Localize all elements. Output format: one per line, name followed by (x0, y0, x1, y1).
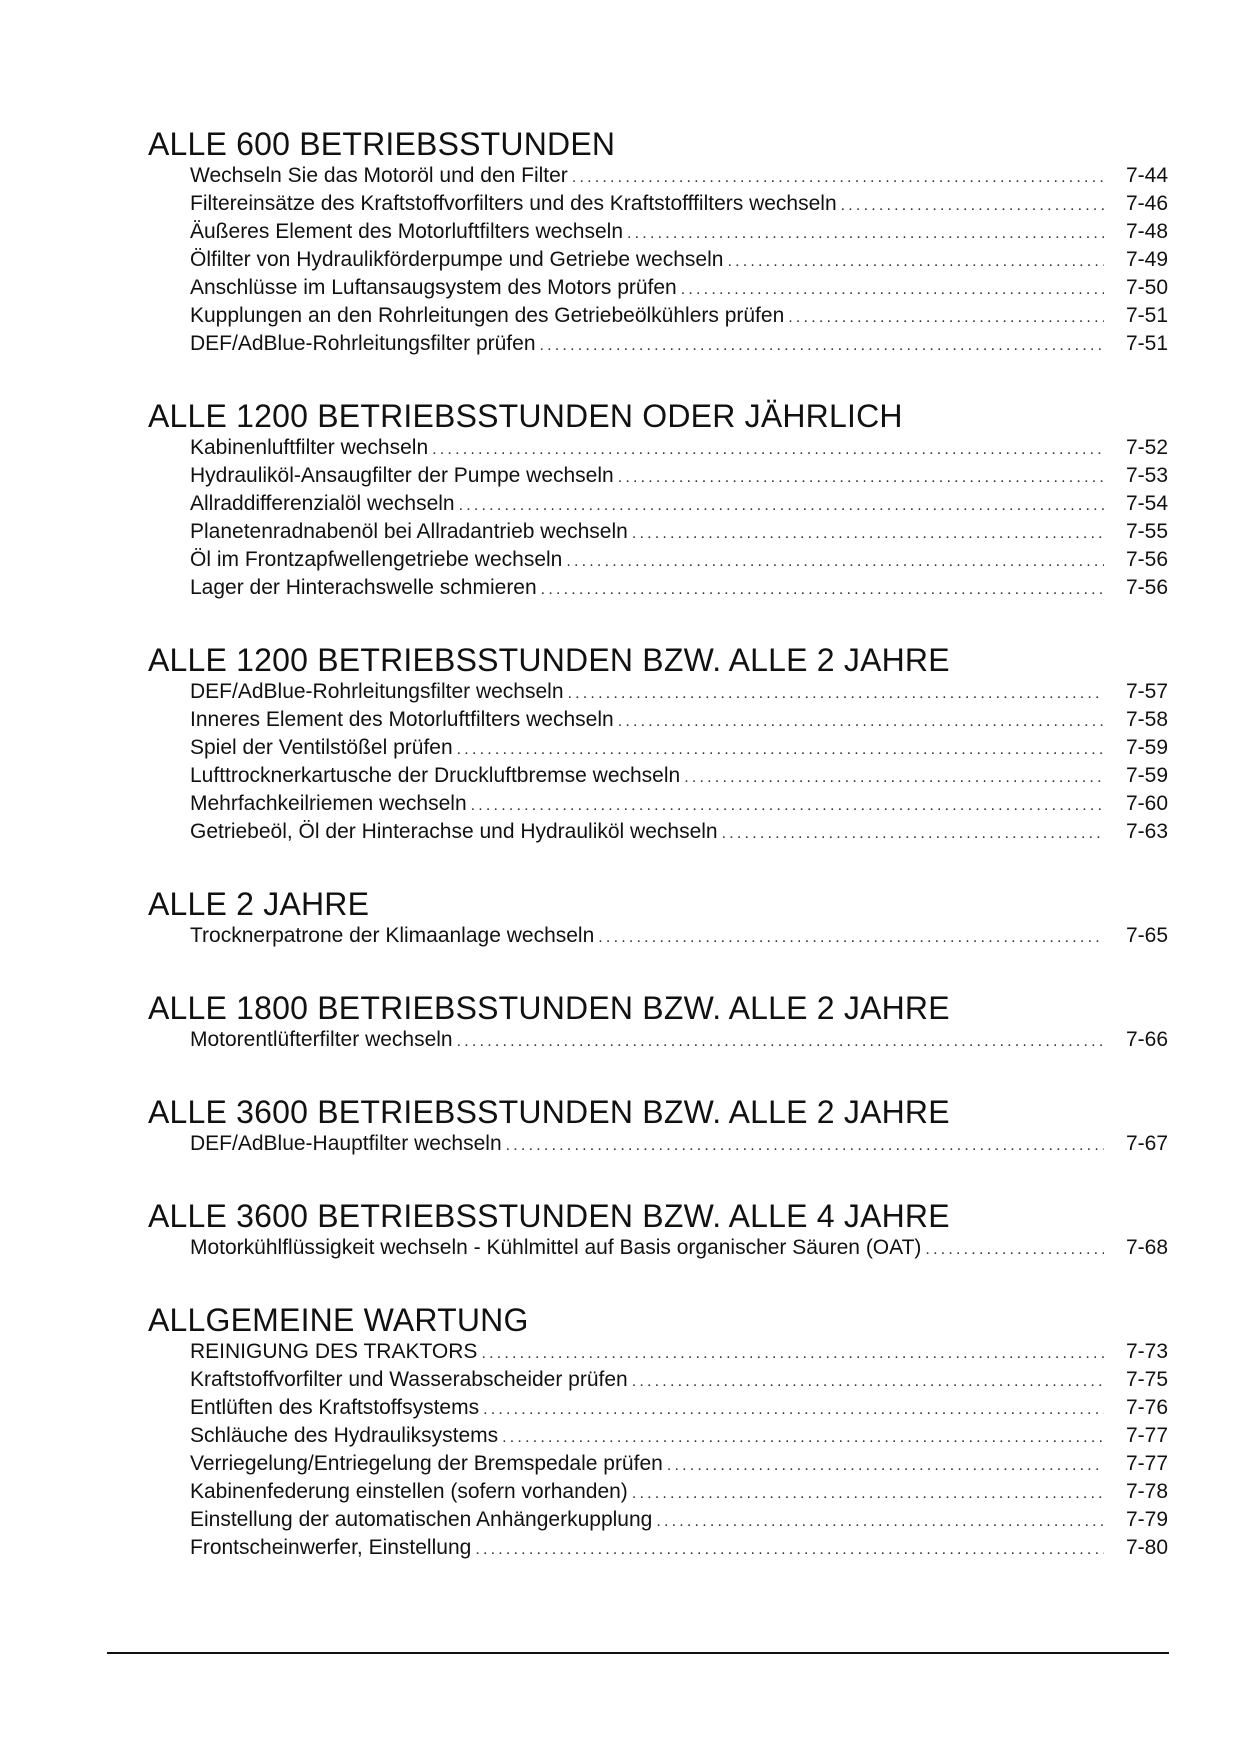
toc-entry[interactable] (190, 1422, 1168, 1450)
section-title: ALLE 1800 BETRIEBSSTUNDEN BZW. ALLE 2 JAHRE (148, 990, 950, 1026)
entry-page-number: 7-46 (1125, 192, 1168, 215)
entry-label: Motorkühlflüssigkeit wechseln - Kühlmittel auf Basis organischer Säuren (OAT) (190, 1236, 922, 1259)
toc-entry[interactable] (190, 762, 1168, 790)
entry-list (148, 678, 1168, 846)
toc-entry[interactable] (190, 1450, 1168, 1478)
entry-list (148, 922, 1168, 950)
toc-entry[interactable] (190, 490, 1168, 518)
dot-leader (572, 164, 1104, 192)
section-title: ALLE 600 BETRIEBSSTUNDEN (148, 126, 616, 162)
toc-entry[interactable] (190, 434, 1168, 462)
entry-label: Anschlüsse im Luftansaugsystem des Motors prüfen (190, 276, 677, 299)
toc-entry[interactable] (190, 1478, 1168, 1506)
entry-page-number: 7-68 (1125, 1236, 1168, 1259)
toc-entry[interactable] (190, 546, 1168, 574)
section-title: ALLE 2 JAHRE (148, 886, 370, 922)
entry-page-number: 7-55 (1125, 520, 1168, 543)
dot-leader (788, 304, 1104, 332)
dot-leader (925, 1236, 1104, 1264)
entry-page-number: 7-76 (1125, 1396, 1168, 1419)
toc-section (148, 398, 1168, 602)
entry-page-number: 7-59 (1125, 736, 1168, 759)
dot-leader (481, 1340, 1104, 1368)
entry-label: Getriebeöl, Öl der Hinterachse und Hydrauliköl wechseln (190, 820, 718, 843)
entry-label: Wechseln Sie das Motoröl und den Filter (190, 164, 568, 187)
entry-label: Einstellung der automatischen Anhängerkupplung (190, 1508, 653, 1531)
toc-entry[interactable] (190, 1366, 1168, 1394)
dot-leader (471, 792, 1104, 820)
toc-entry[interactable] (190, 1338, 1168, 1366)
dot-leader (566, 548, 1104, 576)
entry-page-number: 7-66 (1125, 1028, 1168, 1051)
entry-label: Mehrfachkeilriemen wechseln (190, 792, 467, 815)
dot-leader (457, 1028, 1104, 1056)
entry-page-number: 7-51 (1125, 332, 1168, 355)
dot-leader (632, 1480, 1104, 1508)
entry-label: Spiel der Ventilstößel prüfen (190, 736, 453, 759)
entry-list (148, 1026, 1168, 1054)
toc-section (148, 1094, 1168, 1158)
toc-entry[interactable] (190, 706, 1168, 734)
dot-leader (656, 1508, 1104, 1536)
entry-list (148, 434, 1168, 602)
toc-section (148, 1198, 1168, 1262)
entry-label: Kabinenluftfilter wechseln (190, 436, 429, 459)
toc-entry[interactable] (190, 1234, 1168, 1262)
toc-section (148, 1302, 1168, 1562)
entry-page-number: 7-63 (1125, 820, 1168, 843)
entry-label: Inneres Element des Motorluftfilters wechseln (190, 708, 614, 731)
entry-label: Hydrauliköl-Ansaugfilter der Pumpe wechseln (190, 464, 614, 487)
toc-entry[interactable] (190, 1394, 1168, 1422)
entry-label: Äußeres Element des Motorluftfilters wechseln (190, 220, 624, 243)
entry-label: Trocknerpatrone der Klimaanlage wechseln (190, 924, 595, 947)
toc-entry[interactable] (190, 734, 1168, 762)
entry-page-number: 7-78 (1125, 1480, 1168, 1503)
entry-label: Allraddifferenzialöl wechseln (190, 492, 455, 515)
table-of-contents (148, 126, 1168, 1602)
entry-label: Planetenradnabenöl bei Allradantrieb wechseln (190, 520, 628, 543)
entry-page-number: 7-44 (1125, 164, 1168, 187)
dot-leader (727, 248, 1104, 276)
entry-list (148, 1234, 1168, 1262)
entry-page-number: 7-56 (1125, 576, 1168, 599)
toc-section (148, 642, 1168, 846)
entry-page-number: 7-52 (1125, 436, 1168, 459)
section-title: ALLE 1200 BETRIEBSSTUNDEN ODER JÄHRLICH (148, 398, 903, 434)
entry-page-number: 7-80 (1125, 1536, 1168, 1559)
dot-leader (684, 764, 1104, 792)
toc-entry[interactable] (190, 274, 1168, 302)
entry-list (148, 1130, 1168, 1158)
entry-page-number: 7-73 (1125, 1340, 1168, 1363)
entry-page-number: 7-60 (1125, 792, 1168, 815)
toc-entry[interactable] (190, 818, 1168, 846)
dot-leader (459, 492, 1104, 520)
toc-entry[interactable] (190, 218, 1168, 246)
entry-page-number: 7-58 (1125, 708, 1168, 731)
dot-leader (483, 1396, 1104, 1424)
dot-leader (618, 464, 1104, 492)
dot-leader (632, 520, 1104, 548)
entry-label: Ölfilter von Hydraulikförderpumpe und Getriebe wechseln (190, 248, 724, 271)
dot-leader (432, 436, 1104, 464)
entry-page-number: 7-50 (1125, 276, 1168, 299)
toc-entry[interactable] (190, 518, 1168, 546)
toc-section (148, 126, 1168, 358)
entry-label: Frontscheinwerfer, Einstellung (190, 1536, 472, 1559)
toc-entry[interactable] (190, 1130, 1168, 1158)
dot-leader (632, 1368, 1104, 1396)
dot-leader (540, 332, 1105, 360)
entry-label: DEF/AdBlue-Rohrleitungsfilter wechseln (190, 680, 564, 703)
dot-leader (841, 192, 1104, 220)
dot-leader (667, 1452, 1104, 1480)
toc-section (148, 990, 1168, 1054)
entry-page-number: 7-77 (1125, 1452, 1168, 1475)
entry-label: REINIGUNG DES TRAKTORS (190, 1340, 478, 1363)
entry-page-number: 7-75 (1125, 1368, 1168, 1391)
toc-entry[interactable] (190, 678, 1168, 706)
dot-leader (475, 1536, 1104, 1564)
toc-entry[interactable] (190, 790, 1168, 818)
toc-entry[interactable] (190, 190, 1168, 218)
entry-label: Motorentlüfterfilter wechseln (190, 1028, 453, 1051)
dot-leader (568, 680, 1105, 708)
entry-list (148, 162, 1168, 358)
dot-leader (541, 576, 1104, 604)
section-title: ALLGEMEINE WARTUNG (148, 1302, 529, 1338)
section-title: ALLE 1200 BETRIEBSSTUNDEN BZW. ALLE 2 JAHRE (148, 642, 950, 678)
dot-leader (627, 220, 1104, 248)
toc-entry[interactable] (190, 302, 1168, 330)
entry-page-number: 7-79 (1125, 1508, 1168, 1531)
entry-page-number: 7-56 (1125, 548, 1168, 571)
entry-label: Kupplungen an den Rohrleitungen des Getriebeölkühlers prüfen (190, 304, 785, 327)
entry-label: Kabinenfederung einstellen (sofern vorhanden) (190, 1480, 628, 1503)
entry-page-number: 7-77 (1125, 1424, 1168, 1447)
toc-section (148, 886, 1168, 950)
entry-page-number: 7-59 (1125, 764, 1168, 787)
entry-page-number: 7-57 (1125, 680, 1168, 703)
entry-label: Lufttrocknerkartusche der Druckluftbremse wechseln (190, 764, 681, 787)
entry-page-number: 7-51 (1125, 304, 1168, 327)
dot-leader (681, 276, 1104, 304)
entry-page-number: 7-67 (1125, 1132, 1168, 1155)
entry-label: Kraftstoffvorfilter und Wasserabscheider prüfen (190, 1368, 628, 1391)
toc-entry[interactable] (190, 1506, 1168, 1534)
entry-label: Schläuche des Hydrauliksystems (190, 1424, 499, 1447)
toc-entry[interactable] (190, 1026, 1168, 1054)
toc-entry[interactable] (190, 462, 1168, 490)
entry-label: Öl im Frontzapfwellengetriebe wechseln (190, 548, 563, 571)
toc-entry[interactable] (190, 162, 1168, 190)
entry-list (148, 1338, 1168, 1562)
section-title: ALLE 3600 BETRIEBSSTUNDEN BZW. ALLE 4 JAHRE (148, 1198, 950, 1234)
dot-leader (598, 924, 1104, 952)
toc-entry[interactable] (190, 574, 1168, 602)
toc-entry[interactable] (190, 1534, 1168, 1562)
toc-entry[interactable] (190, 330, 1168, 358)
entry-label: Lager der Hinterachswelle schmieren (190, 576, 537, 599)
entry-page-number: 7-48 (1125, 220, 1168, 243)
footer-divider (107, 1652, 1169, 1654)
toc-entry[interactable] (190, 922, 1168, 950)
entry-page-number: 7-54 (1125, 492, 1168, 515)
entry-label: DEF/AdBlue-Hauptfilter wechseln (190, 1132, 502, 1155)
entry-label: Verriegelung/Entriegelung der Bremspedale prüfen (190, 1452, 663, 1475)
dot-leader (506, 1132, 1104, 1160)
toc-entry[interactable] (190, 246, 1168, 274)
entry-page-number: 7-49 (1125, 248, 1168, 271)
entry-label: Filtereinsätze des Kraftstoffvorfilters und des Kraftstofffilters wechseln (190, 192, 837, 215)
entry-page-number: 7-65 (1125, 924, 1168, 947)
entry-label: DEF/AdBlue-Rohrleitungsfilter prüfen (190, 332, 536, 355)
dot-leader (722, 820, 1104, 848)
entry-label: Entlüften des Kraftstoffsystems (190, 1396, 480, 1419)
dot-leader (502, 1424, 1104, 1452)
dot-leader (457, 736, 1104, 764)
entry-page-number: 7-53 (1125, 464, 1168, 487)
dot-leader (618, 708, 1104, 736)
section-title: ALLE 3600 BETRIEBSSTUNDEN BZW. ALLE 2 JAHRE (148, 1094, 950, 1130)
